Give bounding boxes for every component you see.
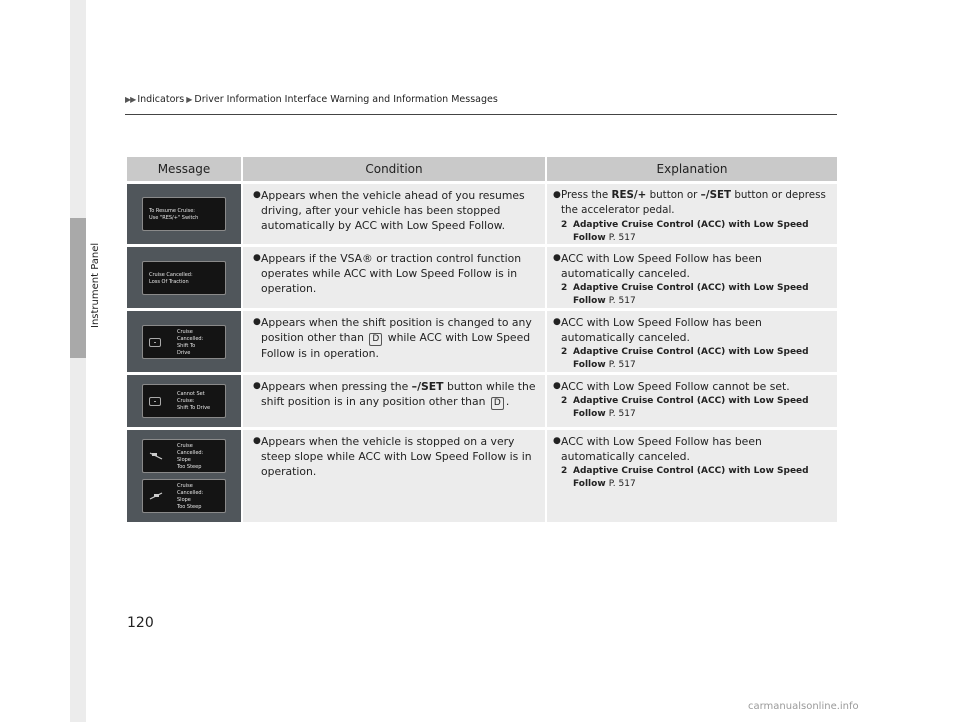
table-row <box>127 184 837 244</box>
display-screen <box>142 479 226 513</box>
reference-page: P. 517 <box>608 479 636 489</box>
screen-text: Cruise Cancelled: Shift To Drive <box>177 328 204 356</box>
reference-title: Adaptive Cruise Control (ACC) with Low Speed Follow <box>573 466 809 489</box>
reference-arrow-icon: 2 <box>561 283 568 293</box>
bullet-icon: ● <box>253 317 261 327</box>
cross-reference-link[interactable] <box>553 219 829 245</box>
reference-page: P. 517 <box>608 233 636 243</box>
res-label: RES/+ <box>611 189 647 201</box>
message-image <box>127 430 241 522</box>
display-screen <box>142 384 226 418</box>
explanation-text: button or depress the accelerator pedal. <box>561 189 826 216</box>
shift-display-icon <box>149 338 161 347</box>
reference-title: Adaptive Cruise Control (ACC) with Low Speed Follow <box>573 347 809 370</box>
explanation-text: ACC with Low Speed Follow has been automatically canceled. <box>561 252 762 280</box>
table-row <box>127 247 837 308</box>
explanation-cell <box>547 184 837 244</box>
arrow-icon: ▶ <box>186 95 193 104</box>
reference-page: P. 517 <box>608 360 636 370</box>
reference-title: Adaptive Cruise Control (ACC) with Low Speed Follow <box>573 283 809 306</box>
condition-cell <box>243 430 545 522</box>
bullet-icon: ● <box>553 381 561 391</box>
screen-text: Cruise Cancelled: Loss Of Traction <box>149 271 193 285</box>
page-number: 120 <box>127 615 154 631</box>
bullet-icon: ● <box>553 317 561 327</box>
set-label: –/SET <box>700 189 732 201</box>
cross-reference-link[interactable] <box>553 282 829 308</box>
screen-text: Cannot Set Cruise: Shift To Drive <box>177 391 211 411</box>
explanation-cell <box>547 247 837 308</box>
breadcrumb-item-indicators[interactable]: Indicators <box>137 94 185 105</box>
table-row <box>127 430 837 522</box>
header-explanation: Explanation <box>547 157 837 181</box>
reference-title: Adaptive Cruise Control (ACC) with Low Speed Follow <box>573 396 809 419</box>
screen-text: Cruise Cancelled: Slope Too Steep <box>177 483 204 510</box>
breadcrumb-item-messages[interactable]: Driver Information Interface Warning and Information Messages <box>194 94 498 105</box>
cross-reference-link[interactable] <box>553 465 829 491</box>
explanation-text: Press the <box>561 189 612 201</box>
display-screen <box>142 261 226 295</box>
explanation-text: button or <box>646 189 701 201</box>
display-screen <box>142 439 226 473</box>
screen-text: Cruise Cancelled: Slope Too Steep <box>177 443 204 470</box>
bullet-icon: ● <box>553 436 561 446</box>
reference-page: P. 517 <box>608 296 636 306</box>
condition-text: Appears when the vehicle ahead of you resumes driving, after your vehicle has been stopped automatically by ACC with Low Speed Follow. <box>261 189 525 232</box>
bullet-icon: ● <box>553 190 561 200</box>
cross-reference-link[interactable] <box>553 395 829 421</box>
reference-title: Adaptive Cruise Control (ACC) with Low Speed Follow <box>573 220 809 243</box>
slope-icon <box>149 452 163 460</box>
bullet-icon: ● <box>553 253 561 263</box>
condition-cell <box>243 247 545 308</box>
condition-text: . <box>505 395 510 408</box>
shift-display-icon <box>149 397 161 406</box>
cross-reference-link[interactable] <box>553 346 829 372</box>
side-tab-strip <box>70 0 86 722</box>
display-screen <box>142 325 226 359</box>
reference-arrow-icon: 2 <box>561 220 568 230</box>
set-label: –/SET <box>411 380 444 393</box>
explanation-text: ACC with Low Speed Follow has been automatically canceled. <box>561 316 762 344</box>
explanation-cell <box>547 375 837 427</box>
reference-arrow-icon: 2 <box>561 347 568 357</box>
condition-text: button while the shift position is in any position other than <box>261 380 536 408</box>
bullet-icon: ● <box>253 381 261 391</box>
header-rule <box>125 114 837 115</box>
condition-text: Appears when the vehicle is stopped on a very steep slope while ACC with Low Speed Follow is in operation. <box>261 435 532 478</box>
condition-cell <box>243 375 545 427</box>
bullet-icon: ● <box>253 436 261 446</box>
side-tab-active <box>70 218 86 358</box>
header-condition: Condition <box>243 157 545 181</box>
bullet-icon: ● <box>253 190 261 200</box>
reference-arrow-icon: 2 <box>561 396 568 406</box>
explanation-text: ACC with Low Speed Follow cannot be set. <box>561 380 790 393</box>
message-image <box>127 247 241 308</box>
condition-text: Appears if the VSA® or traction control function operates while ACC with Low Speed Follow is in operation. <box>261 252 522 295</box>
drive-position-icon: D <box>369 333 382 346</box>
table-header <box>127 157 837 181</box>
message-image <box>127 184 241 244</box>
bullet-icon: ● <box>253 253 261 263</box>
message-image <box>127 311 241 372</box>
side-label-box <box>86 218 102 358</box>
condition-cell <box>243 184 545 244</box>
message-image <box>127 375 241 427</box>
condition-cell <box>243 311 545 372</box>
section-label: Instrument Panel <box>90 242 101 328</box>
header-message: Message <box>127 157 241 181</box>
watermark: carmanualsonline.info <box>748 701 859 712</box>
slope-icon <box>149 492 163 500</box>
double-arrow-icon: ▶▶ <box>125 95 136 104</box>
table-row <box>127 311 837 372</box>
display-screen <box>142 197 226 231</box>
breadcrumb <box>125 94 498 105</box>
screen-text: To Resume Cruise: Use "RES/+" Switch <box>149 208 199 221</box>
reference-page: P. 517 <box>608 409 636 419</box>
condition-text: while ACC with Low Speed Follow is in operation. <box>261 331 531 360</box>
drive-position-icon: D <box>491 397 504 410</box>
condition-text: Appears when the shift position is changed to any position other than <box>261 316 532 344</box>
explanation-text: ACC with Low Speed Follow has been automatically canceled. <box>561 435 762 463</box>
table-row <box>127 375 837 427</box>
explanation-cell <box>547 311 837 372</box>
condition-text: Appears when pressing the <box>261 380 412 393</box>
reference-arrow-icon: 2 <box>561 466 568 476</box>
messages-table <box>127 157 837 522</box>
explanation-cell <box>547 430 837 522</box>
